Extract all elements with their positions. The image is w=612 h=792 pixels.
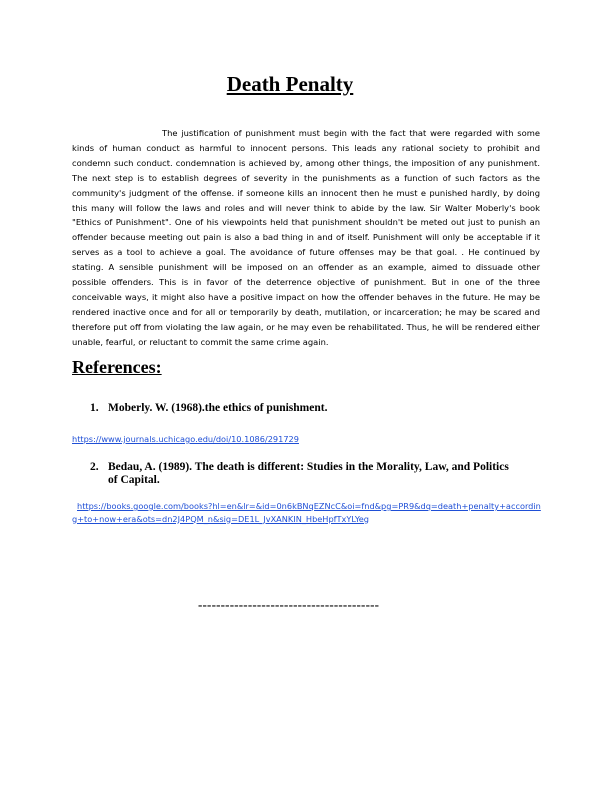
body-paragraph-text: The justification of punishment must begin with the fact that were regarded with some kinds of human conduct as harmful to innocent persons. This leads any rational society to prohibit and condemn such conduct. condemnation is achieved by, among other things, the imposition of any punishment. The next step is to establish degrees of severity in the punishments as a function of such factors as the community's judgment of the offense. if someone kills an innocent then he must e punished hardly, by doing this many will follow the laws and roles and will never think to abide by the law. Sir Walter Moberly's book "Ethics of Punishment". One of his viewpoints held that punishment shouldn't be meted out just to punish an offender because meeting out pain is also a bad thing in and of itself. Punishment will only be acceptable if it serves as a tool to achieve a goal. The avoidance of future offenses may be that goal. . He continued by stating. A sensible punishment will be imposed on an offender as an example, aimed to dissuade other possible offenders. This is in favor of the deterrence objective of punishment. But in one of the three conceivable ways, it might also have a positive impact on how the offender behaves in the future. He may be rendered inactive once and for all or temporarily by death, mutilation, or incarceration; he may be scared and therefore put off from violating the law again, or he may even be rehabilitated. Thus, he will be rendered either unable, fearful, or reluctant to commit the same crime again. bbox=[72, 128, 540, 347]
body-paragraph bbox=[72, 126, 540, 350]
separator-line: ---------------------------------------- bbox=[198, 597, 380, 612]
reference-citation: Bedau, A. (1989). The death is different: Studies in the Morality, Law, and Politics bbox=[108, 461, 509, 473]
reference-number: 2. bbox=[90, 461, 99, 473]
document-title: Death Penalty bbox=[226, 72, 354, 96]
reference-item-1 bbox=[90, 402, 540, 415]
reference-citation: Moberly. W. (1968).the ethics of punishment. bbox=[108, 402, 328, 414]
reference-link-2[interactable]: https://books.google.com/books?hl=en&lr=&id=0n6kBNqEZNcC&oi=fnd&pg=PR9&dq=death+penalty+according+to+now+era&ots=dn2J4PQM_n&sig=DE1L_JvXANKIN_HbeHpfTxYLYeg bbox=[72, 501, 541, 524]
reference-item-2 bbox=[90, 461, 540, 487]
reference-number: 1. bbox=[90, 402, 99, 414]
reference-link-1[interactable]: https://www.journals.uchicago.edu/doi/10.1086/291729 bbox=[72, 434, 299, 444]
references-heading: References: bbox=[72, 357, 162, 377]
reference-citation-continued: of Capital. bbox=[108, 474, 160, 486]
